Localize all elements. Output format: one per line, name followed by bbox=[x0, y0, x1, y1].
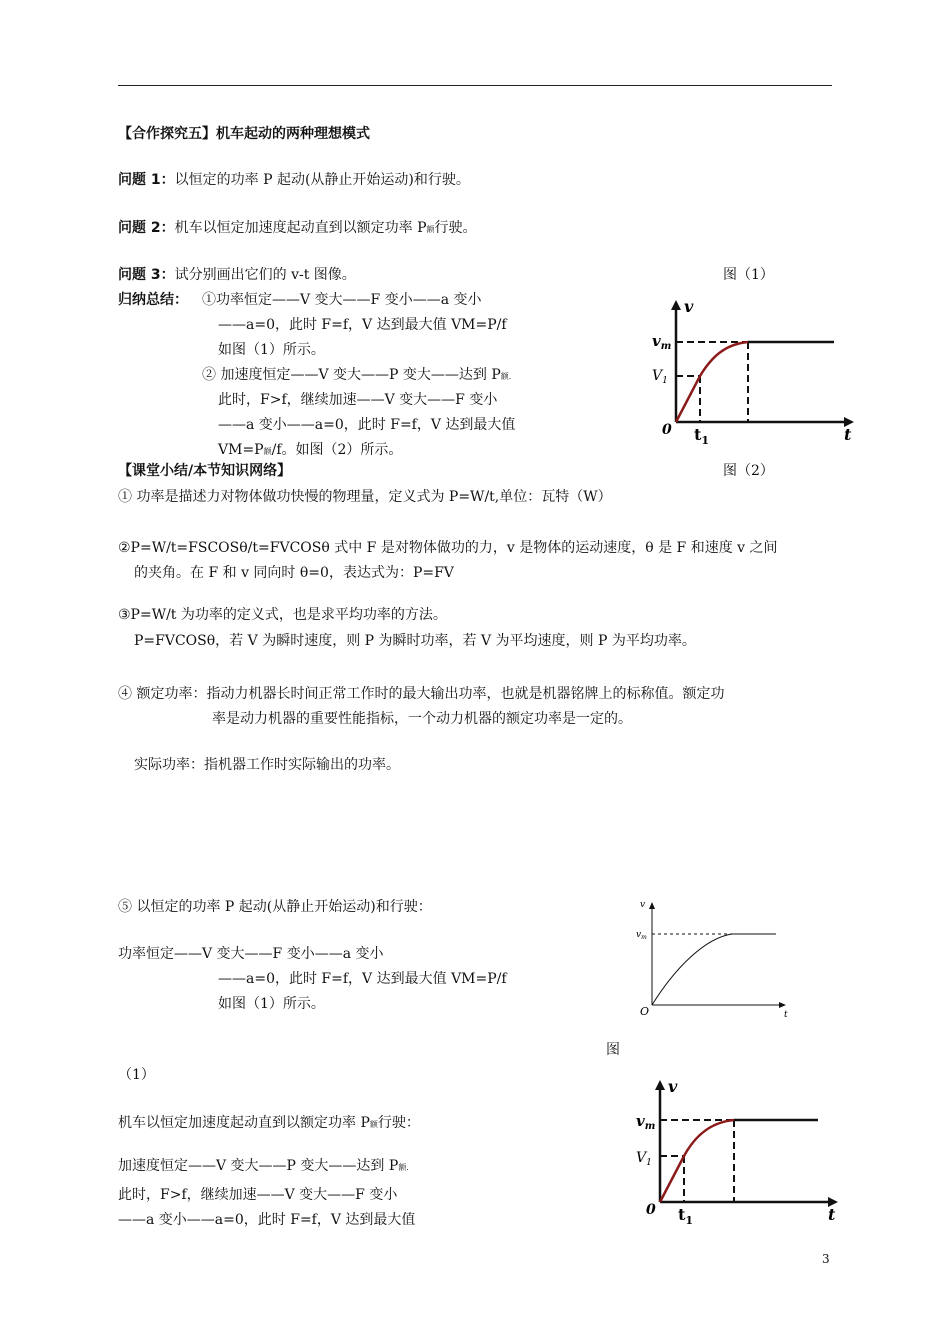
summary-line-7 bbox=[218, 441, 402, 461]
section-title: 【合作探究五】机车起动的两种理想模式 bbox=[118, 126, 370, 142]
graph-b-vm-sub: m bbox=[641, 934, 647, 941]
graph-a-t1-sub: 1 bbox=[701, 434, 710, 447]
graph-c-t1-label bbox=[678, 1205, 693, 1227]
graph-c-t1-main: t bbox=[678, 1205, 686, 1224]
graph-c-v-label: v bbox=[668, 1077, 678, 1096]
summary-line-7a: VM=P bbox=[218, 442, 264, 458]
vt-graph-constant-power bbox=[630, 893, 800, 1025]
graph-a-v1-sub: 1 bbox=[662, 376, 668, 386]
question-2 bbox=[118, 219, 477, 239]
graph-b-vm-label bbox=[636, 930, 647, 941]
point-3b: P=FVCOSθ，若 V 为瞬时速度，则 P 为瞬时功率，若 V 为平均速度，则 P 为平均功率。 bbox=[134, 633, 696, 649]
point-5b: 功率恒定——V 变大——F 变小——a 变小 bbox=[118, 946, 384, 962]
question-2-tail: 行驶。 bbox=[434, 220, 477, 236]
summary-line-2: ——a=0，此时 F=f，V 达到最大值 VM=P/f bbox=[218, 317, 507, 333]
question-2-text: 机车以恒定加速度起动直到以额定功率 P bbox=[174, 220, 427, 236]
graph-c-vm-main: v bbox=[636, 1112, 645, 1130]
point-2b: 的夹角。在 F 和 v 同向时 θ=0，表达式为：P=FV bbox=[134, 565, 454, 581]
graph-b-vm-main: v bbox=[636, 930, 642, 940]
point-6d: ——a 变小——a=0，此时 F=f，V 达到最大值 bbox=[118, 1212, 416, 1228]
summary-line-4-text: ② 加速度恒定——V 变大——P 变大——达到 P bbox=[202, 367, 501, 383]
summary-line-3: 如图（1）所示。 bbox=[218, 342, 325, 358]
graph-b-origin-label: O bbox=[640, 1005, 650, 1018]
question-1 bbox=[118, 171, 470, 189]
graph-a-vm-label bbox=[652, 332, 671, 352]
graph-c-v1-sub: 1 bbox=[646, 1158, 652, 1168]
class-summary-title: 【课堂小结/本节知识网络】 bbox=[118, 463, 292, 479]
figure-label-a: 图 bbox=[606, 1042, 620, 1058]
graph-a-origin-label: 0 bbox=[662, 422, 672, 438]
summary-line-4-sub: 额. bbox=[500, 372, 512, 381]
graph-c-v1-label bbox=[636, 1150, 652, 1168]
point-6a bbox=[118, 1114, 420, 1134]
graph-c-t1-sub: 1 bbox=[685, 1214, 694, 1227]
summary-line-7b: /f。如图（2）所示。 bbox=[271, 442, 403, 458]
point-4a: ④ 额定功率：指动力机器长时间正常工作时的最大输出功率，也就是机器铭牌上的标称值。额定功 bbox=[118, 686, 725, 702]
question-1-text: 以恒定的功率 P 起动(从静止开始运动)和行驶。 bbox=[174, 172, 470, 188]
graph-c-y-arrow bbox=[655, 1080, 665, 1090]
summary-line-4 bbox=[202, 366, 511, 386]
graph-a-y-arrow bbox=[671, 300, 681, 310]
graph-a-v1-main: V bbox=[652, 368, 663, 384]
point-6b-text: 加速度恒定——V 变大——P 变大——达到 P bbox=[118, 1158, 399, 1174]
point-3a: ③P=W/t 为功率的定义式，也是求平均功率的方法。 bbox=[118, 607, 447, 623]
point-6b-sub: 额. bbox=[398, 1163, 409, 1172]
graph-b-t-label: t bbox=[784, 1010, 788, 1020]
graph-b-y-arrow bbox=[649, 902, 655, 909]
graph-a-curve bbox=[676, 342, 748, 422]
graph-b-x-arrow bbox=[779, 1002, 786, 1008]
summary-label: 归纳总结： bbox=[118, 292, 188, 308]
graph-a-vm-main: v bbox=[652, 332, 661, 350]
question-2-label: 问题 2： bbox=[118, 220, 175, 236]
question-3-label: 问题 3： bbox=[118, 267, 175, 283]
graph-c-curve bbox=[660, 1120, 734, 1202]
figure-2-caption: 图（2） bbox=[723, 463, 774, 479]
point-6b bbox=[118, 1157, 409, 1177]
summary-line-1: ①功率恒定——V 变大——F 变小——a 变小 bbox=[202, 292, 482, 308]
point-2a: ②P=W/t=FSCOSθ/t=FVCOSθ 式中 F 是对物体做功的力，v 是物体的运动速度，θ 是 F 和速度 v 之间 bbox=[118, 540, 778, 556]
point-6a-tail: 行驶： bbox=[377, 1115, 420, 1131]
question-3 bbox=[118, 266, 356, 284]
question-1-label: 问题 1： bbox=[118, 172, 175, 188]
graph-c-t-label: t bbox=[828, 1205, 836, 1224]
header-rule bbox=[118, 85, 832, 86]
figure-1-caption: 图（1） bbox=[723, 267, 774, 283]
graph-a-vm-sub: m bbox=[660, 341, 672, 352]
graph-c-vm-sub: m bbox=[644, 1121, 656, 1132]
graph-c-vm-label bbox=[636, 1112, 655, 1132]
vt-graph-constant-acceleration-top bbox=[648, 296, 863, 448]
point-4b: 率是动力机器的重要性能指标，一个动力机器的额定功率是一定的。 bbox=[212, 711, 632, 727]
point-6a-sub: 额 bbox=[369, 1120, 378, 1129]
summary-line-5: 此时，F>f，继续加速——V 变大——F 变小 bbox=[218, 392, 498, 408]
graph-a-t1-main: t bbox=[694, 425, 702, 444]
graph-b-v-label: v bbox=[640, 900, 646, 910]
point-1: ① 功率是描述力对物体做功快慢的物理量，定义式为 P=W/t,单位：瓦特（W） bbox=[118, 489, 612, 505]
graph-a-t-label: t bbox=[844, 425, 852, 444]
point-5c: ——a=0，此时 F=f，V 达到最大值 VM=P/f bbox=[218, 971, 507, 987]
point-5d: 如图（1）所示。 bbox=[218, 996, 325, 1012]
point-6a-text: 机车以恒定加速度起动直到以额定功率 P bbox=[118, 1115, 370, 1131]
figure-label-b: （1） bbox=[118, 1067, 155, 1083]
summary-line-7-sub: 额 bbox=[263, 447, 272, 456]
question-3-text: 试分别画出它们的 v-t 图像。 bbox=[174, 267, 356, 283]
graph-c-v1-main: V bbox=[636, 1150, 647, 1166]
vt-graph-constant-acceleration-bottom bbox=[632, 1076, 847, 1228]
graph-b-curve bbox=[652, 934, 776, 1005]
graph-a-v-label: v bbox=[684, 297, 694, 316]
graph-a-v1-label bbox=[652, 368, 668, 386]
page-number: 3 bbox=[822, 1252, 830, 1266]
point-5a: ⑤ 以恒定的功率 P 起动(从静止开始运动)和行驶： bbox=[118, 899, 432, 915]
summary-line-6: ——a 变小——a=0，此时 F=f，V 达到最大值 bbox=[218, 417, 516, 433]
graph-c-origin-label: 0 bbox=[646, 1202, 656, 1218]
graph-a-t1-label bbox=[694, 425, 709, 447]
question-2-sub: 额 bbox=[426, 225, 435, 234]
point-4c: 实际功率：指机器工作时实际输出的功率。 bbox=[134, 757, 400, 773]
point-6c: 此时，F>f，继续加速——V 变大——F 变小 bbox=[118, 1187, 398, 1203]
